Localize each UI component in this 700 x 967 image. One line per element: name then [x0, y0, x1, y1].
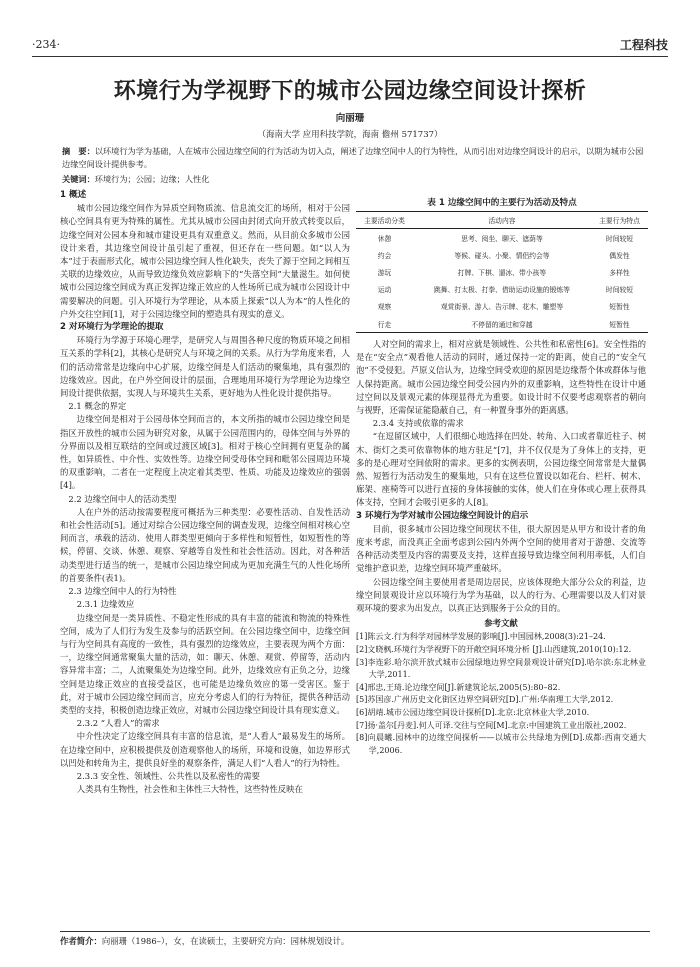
- reference-item: [6]胡靖.城市公园边缘空间设计探析[D].北京:北京林业大学,2010.: [356, 708, 590, 718]
- table-cell: 多样性: [609, 268, 630, 277]
- paragraph: 环境行为学源于环境心理学，是研究人与周围各种尺度的物质环境之间相互关系的学科[2]，其核心是研究人与环境之间的关系。从行为学角度来看，人们的活动常常是边缘向中心扩展，边缘空间是人们活动的聚集地，具有强烈的边缘效应。因此，在户外空间设计的层面，合理地用环境行为学理论为边缘空间设计提供依据，实现人与环境共生关系，更好地为人性化设计提供指导。: [60, 335, 350, 399]
- reference-item: [8]向晨曦.园林中的边缘空间探析——以城市公共绿地为例[D].成都:西南交通大学,2006.: [356, 733, 646, 755]
- section-heading: 1 概述: [60, 190, 87, 200]
- reference-item: [3]李连彩.哈尔滨开放式城市公园绿地边界空间景观设计研究[D].哈尔滨:东北林业大学,2011.: [356, 657, 646, 680]
- subsection-heading: 2.1 概念的界定: [68, 401, 127, 412]
- table-row: [356, 229, 648, 247]
- references-title: 参考文献: [484, 618, 518, 629]
- table-cell: 不停留的通过和穿越: [413, 315, 591, 333]
- table-cell: 打牌、下棋、遛冰、带小孩等: [457, 268, 547, 277]
- table-header: 主要活动分类: [356, 212, 413, 229]
- table-cell: 思考、阅坐、聊天、遮荫等: [461, 234, 543, 243]
- table: [356, 211, 648, 333]
- paragraph: 人类具有生物性，社会性和主体性三大特性，这些特性反映在: [76, 784, 303, 795]
- keywords: [62, 173, 650, 186]
- table-cell: 运动: [377, 286, 392, 295]
- subsubsection-heading: 2.3.3 安全性、领域性、公共性以及私密性的需要: [76, 770, 260, 781]
- divider: [60, 931, 650, 932]
- table-row: [356, 263, 648, 280]
- reference-item: [7]扬·盖尔[丹麦].何人可译.交往与空间[M].北京:中国建筑工业出版社,2002.: [356, 720, 627, 730]
- activity-table: [356, 196, 648, 333]
- table-cell: 时间较短: [605, 234, 634, 243]
- left-column: [60, 189, 350, 796]
- table-cell: 约会: [377, 251, 392, 260]
- reference-item: [1]陈云文.行为科学对园林学发展的影响[J].中国园林,2008(3):21–24.: [356, 632, 606, 642]
- table-cell: 偶发性: [609, 251, 630, 260]
- subsection-heading: 2.3 边缘空间中人的行为特性: [68, 586, 177, 597]
- table-row: [356, 281, 648, 298]
- paragraph: 城市公园边缘空间作为异质空间物质流、信息流交汇的场所，相对于公园核心空间具有更为特殊的属性。尤其从城市公园由封闭式向开放式转变以后，边缘空间对公园本身和城市建设更具有双重意义。然而，从目前众多城市公园设计来看，其边缘空间设计虽引起了重视，但还存在一些问题。如“以人为本”过于表面形式化，城市公园边缘空间人性化缺失，丧失了源于空间之间相互关联的边缘效应，从而导致边缘负效应影响下的“失落空间”大量滋生。如何使城市公园边缘空间成为真正发挥边缘正效应的人性场所已成为城市公园设计中需要解决的问题。引入环境行为学理论，从本质上探索“以人为本”的人性化的户外交往空间[1]，对于公园边缘空间的塑造具有现实的意义。: [60, 203, 350, 319]
- subsubsection-heading: 2.3.2 “人看人”的需求: [76, 718, 160, 729]
- abstract-label: 摘 要：: [62, 146, 95, 156]
- author-bio-label: 作者简介：: [60, 936, 102, 946]
- table-row: [356, 246, 648, 263]
- table-cell: 游玩: [377, 268, 392, 277]
- paragraph: 中介性决定了边缘空间具有丰富的信息流，是“人看人”最易发生的场所。在边缘空间中，应积极提供及创造观察他人的场所，环境和设施，如边界形式以凹处和转角为主，提供良好坐的观察条件，满足人们“人看人”的行为特性。: [60, 731, 350, 768]
- table-cell: 时间较短: [605, 286, 634, 295]
- table-cell: 跳舞、打太极、打拳、借助运动设施的锻炼等: [434, 286, 570, 295]
- paper-title: 环境行为学视野下的城市公园边缘空间设计探析: [113, 79, 587, 104]
- paragraph: 边缘空间是一类异质性、不稳定性形成的具有丰富的能流和物流的特殊性空间，成为了人们行为发生及参与的活跃空间。在公园边缘空间中，边缘空间与行为空间具有高度的一致性，具有强烈的边缘效应，主要表现为两个方面：一，边缘空间通常聚集大量的活动，如：聊天、休憩、观赏、停留等，活动内容异常丰富；二，人流聚集处为边缘空间。此外，边缘效应有正负之分，边缘空间是边缘正效应的直接受益区，也可能是边缘负效应的第一受害区。鉴于此，对于城市公园边缘空间而言，应充分考虑人们的行为特征，提供各种活动类型的支持，积极创造边缘正效应，对城市公园边缘空间设计具有现实意义。: [60, 612, 350, 715]
- table-cell: 观赏街景、游人、告示牌、花木、雕塑等: [440, 303, 564, 312]
- page-number: ·234·: [32, 38, 60, 51]
- author: 向丽珊: [335, 113, 365, 124]
- page-header: [32, 36, 668, 57]
- table-caption: 表 1 边缘空间中的主要行为活动及特点: [427, 198, 577, 208]
- reference-item: [2]文晓枫.环境行为学视野下的开敞空间环境分析 [J].山西建筑,2010(10):12.: [356, 645, 632, 655]
- table-header: 主要行为特点: [591, 212, 648, 229]
- paragraph: 边缘空间是相对于公园母体空间而言的，本文所指的城市公园边缘空间是指区开放性的城市公园为研究对象，从属于公园范围内的，母体空间与外界的分界面以及相互联结的空间或过渡区域[3]。相对于核心空间拥有更复杂的属性，如异质性、中介性、实效性等。边缘空间受母体空间和毗邻公园周边环境的双重影响，二者在一定程度上决定着其类型、性质、功能及边缘效应的强弱[4]。: [60, 414, 350, 491]
- abstract: [62, 145, 650, 171]
- table-cell: 等候、碰头、小聚、情侣约会等: [454, 251, 550, 260]
- table-cell: 行走: [356, 315, 413, 333]
- table-row: [356, 315, 648, 333]
- subsection-heading: 2.2 边缘空间中人的活动类型: [68, 493, 177, 504]
- subsubsection-heading: 2.3.1 边缘效应: [76, 599, 135, 610]
- table-cell: 短暂性: [591, 315, 648, 333]
- reference-item: [4]邢忠,王琦.论边缘空间[J].新建筑论坛,2005(5):80–82.: [356, 682, 561, 692]
- section-heading: 2 对环境行为学理论的提取: [60, 322, 164, 333]
- paragraph: “在逗留区域中，人们很细心地选择在凹处、转角、入口或者靠近柱子、树木、街灯之类可依靠物体的地方驻足”[7]，并不仅仅是为了身体上的支持，更多的是心理对空间依附的需求。更多的实例表明，公园边缘空间常常是大量偶然、短暂行为活动发生的聚集地，只有在这些位置设以如花台、栏杆、树木、廊架、座椅等可以进行直接的身体接触的实体，使人们在身体或心理上获得具体支持，空间才会吸引更多的人[8]。: [356, 431, 646, 508]
- references-list: [356, 631, 646, 757]
- journal-name: 工程科技: [619, 38, 668, 52]
- right-column: [356, 338, 646, 757]
- paragraph: 目前，很多城市公园边缘空间现状不佳，很大原因是从甲方和设计者的角度来考虑，而没真正全面考虑到公园内外两个空间的使用者对于游憩、交流等各种活动类型及内容的需要及支持，这样直接导致边缘空间利用率低，人们自觉维护意识差，边缘空间环境严重破坏。: [356, 523, 646, 574]
- paragraph: 人对空间的需求上，相对应就是领域性、公共性和私密性[6]。安全性指的是在“安全点”观看他人活动的同时，通过保持一定的距离，使自己的“安全气泡”不受侵犯。芦原义信认为，边缘空间受欢迎的原因是边缘帮个体或群体与他人保持距离。城市公园边缘空间受公园内外的双重影响，这些特性在设计中通过空间以及景观元素的体现显得尤为重要。如设计时不仅要考虑观察者的朝向与视野，还需保证能隐蔽自己，有一种置身事外的距离感。: [356, 339, 646, 416]
- keywords-label: 关键词：: [62, 174, 95, 184]
- table-cell: 短暂性: [609, 303, 630, 312]
- keywords-text: 环境行为；公园；边缘；人性化: [94, 174, 210, 184]
- subsubsection-heading: 2.3.4 支持或依靠的需求: [372, 418, 464, 429]
- author-bio-text: 向丽珊（1986–），女，在读硕士，主要研究方向：园林规划设计。: [101, 936, 350, 946]
- author-bio: [60, 935, 650, 947]
- abstract-text: 以环境行为学为基础，人在城市公园边缘空间的行为活动为切入点，阐述了边缘空间中人的行为特性，从而引出对边缘空间设计的启示，以期为城市公园边缘空间设计提供参考。: [62, 146, 644, 169]
- paragraph: 公园边缘空间主要使用者是周边居民，应该体现绝大部分公众的利益，边缘空间景观设计应以环境行为学为基础，以人的行为、心理需要以及人们对景观环境的要求为出发点，以真正达到服务于公众的目的。: [356, 576, 646, 614]
- section-heading: 3 环境行为学对城市公园边缘空间设计的启示: [356, 510, 529, 521]
- table-header: 活动内容: [413, 212, 591, 229]
- paragraph: 人在户外的活动按需要程度可概括为三种类型：必要性活动、自发性活动和社会性活动[5]。通过对综合公园边缘空间的调查发现，边缘空间相对核心空间而言，承载的活动、使用人群类型更倾向于多样性和短暂性，如短暂性的等候，停留、交谈、休憩、观察、穿越等自发性和社会性活动。因此，对各种活动类型进行适当的统一，是城市公园边缘空间成为更加充满生气的人性化场所的首要条件(表1)。: [60, 506, 350, 583]
- reference-item: [5]苏国彦.广州历史文化街区边界空间研究[D].广州:华南理工大学,2012.: [356, 695, 614, 705]
- table-row: [356, 298, 648, 315]
- affiliation: （海南大学 应用科技学院，海南 儋州 571737）: [257, 130, 443, 140]
- table-cell: 观察: [377, 303, 392, 312]
- table-cell: 休憩: [377, 234, 392, 243]
